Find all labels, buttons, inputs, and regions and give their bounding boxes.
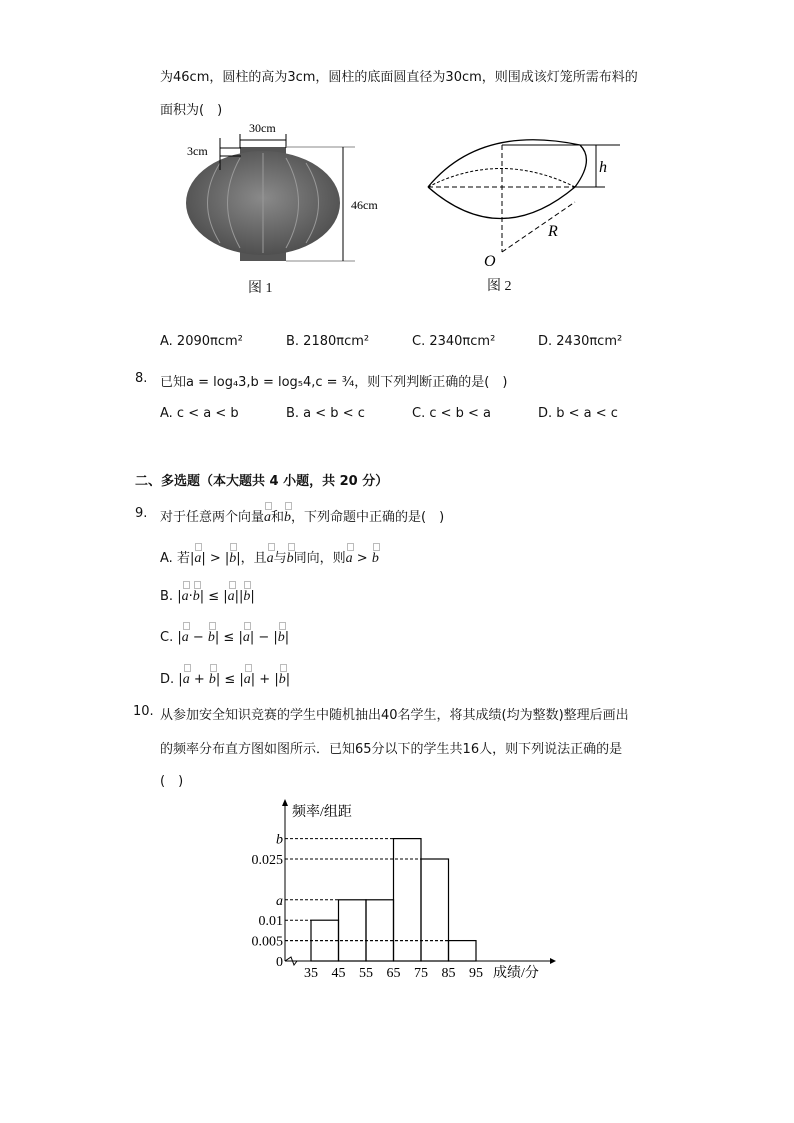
histogram-bar [339, 900, 367, 961]
y-tick-label: 0.01 [258, 914, 283, 930]
q8-option-a[interactable]: A. c < a < b [160, 406, 239, 421]
q7-text-line1: 为46cm，圆柱的高为3cm，圆柱的底面圆直径为30cm，则围成该灯笼所需布料的 [160, 70, 638, 85]
y-axis-arrow [282, 799, 288, 806]
q10-number: 10. [133, 704, 154, 719]
x-tick-label: 65 [386, 966, 401, 981]
label-30cm: 30cm [249, 121, 276, 135]
q8-option-b[interactable]: B. a < b < c [286, 406, 365, 421]
label-O: O [484, 253, 496, 270]
q10-text-line1: 从参加安全知识竞赛的学生中随机抽出40名学生，将其成绩(均为整数)整理后画出 [160, 708, 629, 723]
q8-option-c[interactable]: C. c < b < a [412, 406, 492, 421]
q9-text: 对于任意两个向量a和b，下列命题中正确的是( ) [160, 510, 445, 525]
x-tick-label: 35 [304, 966, 318, 981]
y-tick-label: a [276, 893, 283, 909]
q10-text-line2: 的频率分布直方图如图所示．已知65分以下的学生共16人，则下列说法正确的是 [160, 742, 623, 757]
q8-option-d[interactable]: D. b < a < c [538, 406, 618, 421]
x-axis-arrow [550, 958, 556, 964]
q8-text: 已知a = log₄3,b = log₅4,c = ¾，则下列判断正确的是( ) [160, 375, 508, 390]
y-tick-label: 0.025 [251, 853, 283, 868]
label-h: h [599, 159, 607, 176]
x-tick-label: 95 [469, 966, 483, 981]
histogram-bar [421, 859, 449, 961]
q7-option-c[interactable]: C. 2340πcm² [412, 334, 496, 349]
q9-number: 9. [135, 506, 148, 521]
q7-text-line2: 面积为( ) [160, 103, 223, 118]
label-3cm: 3cm [187, 144, 208, 158]
x-tick-label: 85 [441, 966, 456, 981]
y-tick-label: b [276, 832, 283, 848]
q9-option-d[interactable]: D. |a + b| ≤ |a| + |b| [160, 672, 291, 687]
q7-option-a[interactable]: A. 2090πcm² [160, 334, 243, 349]
histogram-bar [366, 900, 394, 961]
section-2-title: 二、多选题（本大题共 4 小题，共 20 分） [135, 474, 389, 489]
q9-option-c[interactable]: C. |a − b| ≤ |a| − |b| [160, 630, 290, 645]
q7-option-d[interactable]: D. 2430πcm² [538, 334, 623, 349]
q9-option-b[interactable]: B. |a·b| ≤ |a||b| [160, 589, 255, 604]
y-tick-label: 0.005 [251, 934, 283, 950]
q7-option-b[interactable]: B. 2180πcm² [286, 334, 370, 349]
q8-number: 8. [135, 371, 148, 386]
label-46cm: 46cm [351, 198, 378, 212]
histogram-bar [449, 941, 477, 961]
y-axis-label: 频率/组距 [292, 805, 352, 820]
y-tick-label: 0 [276, 955, 283, 970]
figure-2-caption: 图 2 [487, 279, 512, 294]
x-tick-label: 55 [359, 966, 373, 981]
label-R: R [548, 223, 558, 240]
figure-1-caption: 图 1 [248, 281, 273, 296]
histogram-bar [394, 839, 422, 961]
x-tick-label: 75 [414, 966, 428, 981]
x-axis-label: 成绩/分 [493, 966, 539, 981]
q10-text-line3: ( ) [160, 774, 184, 789]
x-tick-label: 45 [331, 966, 346, 981]
q9-option-a[interactable]: A. 若|a| > |b|，且a与b同向，则a > b [160, 551, 379, 566]
